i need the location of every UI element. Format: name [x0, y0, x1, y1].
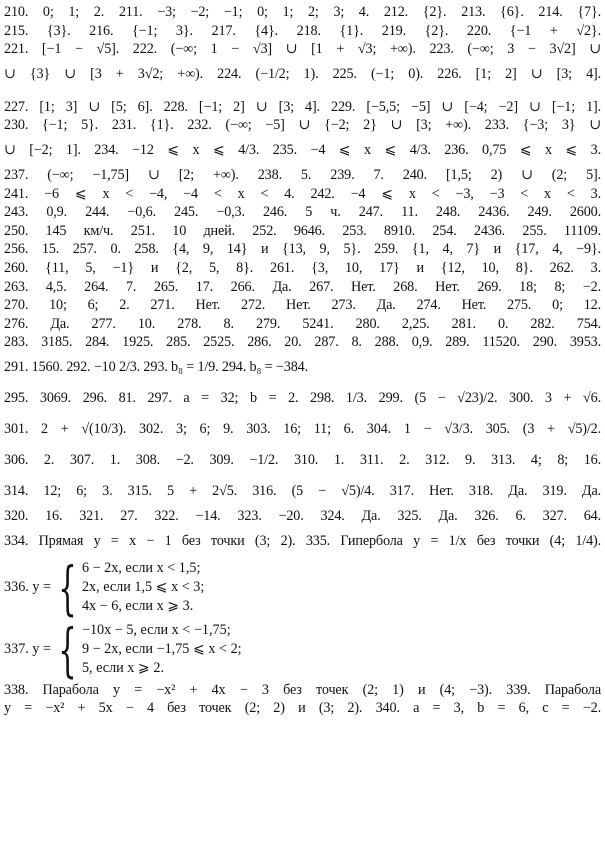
answer-line: ∪ [−2; 1]. 234. −12 ⩽ x ⩽ 4/3. 235. −4 ⩽ x ⩽ 4/3. 236. 0,75 ⩽ x ⩽ 3. [4, 141, 601, 158]
answer-line: 301. 2 + √(10/3). 302. 3; 6; 9. 303. 16; 11; 6. 304. 1 − √3/3. 305. (3 + √5)/2. [4, 420, 601, 437]
case-line: 9 − 2x, если −1,75 ⩽ x < 2; [81, 641, 242, 657]
answer-line: 256. 15. 257. 0. 258. {4, 9, 14} и {13, 9, 5}. 259. {1, 4, 7} и {17, 4, −9}. [4, 241, 601, 258]
answer-line: 260. {11, 5, −1} и {2, 5, 8}. 261. {3, 10, 17} и {12, 10, 8}. 262. 3. [4, 259, 601, 276]
case-line: 6 − 2x, если x < 1,5; [81, 560, 201, 576]
answer-line: 338. Парабола y = −x² + 4x − 3 без точек (2; 1) и (4; −3). 339. Парабола [4, 681, 601, 698]
answer-line: y = −x² + 5x − 4 без точек (2; 2) и (3; 2). 340. a = 3, b = 6, c = −2. [4, 700, 601, 717]
answer-line: 276. Да. 277. 10. 278. 8. 279. 5241. 280. 2,25. 281. 0. 282. 754. [4, 315, 601, 332]
answer-line: 263. 4,5. 264. 7. 265. 17. 266. Да. 267. Нет. 268. Нет. 269. 18; 8; −2. [4, 278, 601, 295]
case-line: 2x, если 1,5 ⩽ x < 3; [81, 579, 205, 595]
brace-icon: { [58, 615, 77, 684]
answer-line: 237. (−∞; −1,75] ∪ [2; +∞). 238. 5. 239. 7. 240. [1,5; 2) ∪ (2; 5]. [4, 166, 601, 183]
answer-line: ∪ {3} ∪ [3 + 3√2; +∞). 224. (−1/2; 1). 225. (−1; 0). 226. [1; 2] ∪ [3; 4]. [4, 65, 601, 82]
answer-line: 306. 2. 307. 1. 308. −2. 309. −1/2. 310. 1. 311. 2. 312. 9. 313. 4; 8; 16. [4, 451, 601, 468]
answer-line: 210. 0; 1; 2. 211. −3; −2; −1; 0; 1; 2; 3; 4. 212. {2}. 213. {6}. 214. {7}. [4, 4, 601, 20]
answer-line: 270. 10; 6; 2. 271. Нет. 272. Нет. 273. Да. 274. Нет. 275. 0; 12. [4, 297, 601, 314]
answer-line: 215. {3}. 216. {−1; 3}. 217. {4}. 218. {1}. 219. {2}. 220. {−1 + √2}. [4, 22, 601, 39]
answer-line: 250. 145 км/ч. 251. 10 дней. 252. 9646. 253. 8910. 254. 2436. 255. 11109. [4, 222, 601, 239]
answer-line: 230. {−1; 5}. 231. {1}. 232. (−∞; −5] ∪ {−2; 2} ∪ [3; +∞). 233. {−3; 3} ∪ [4, 117, 601, 134]
piecewise-337 [4, 615, 601, 684]
piecewise-lead: 337. y = [4, 641, 52, 657]
piecewise-cases [82, 559, 204, 616]
answer-line: 283. 3185. 284. 1925. 285. 2525. 286. 20. 287. 8. 288. 0,9. 289. 11520. 290. 3953. [4, 334, 601, 351]
piecewise-lead: 336. y = [4, 579, 52, 595]
answer-line: 320. 16. 321. 27. 322. −14. 323. −20. 324. Да. 325. Да. 326. 6. 327. 64. [4, 507, 601, 524]
case-line: −10x − 5, если x < −1,75; [81, 622, 231, 638]
answer-line: 227. [1; 3] ∪ [5; 6]. 228. [−1; 2] ∪ [3; 4]. 229. [−5,5; −5] ∪ [−4; −2] ∪ [−1; 1]. [4, 98, 601, 115]
brace-icon: { [58, 553, 77, 622]
piecewise-336 [4, 553, 601, 622]
case-line: 4x − 6, если x ⩾ 3. [81, 598, 194, 614]
answer-line: 291. 1560. 292. −10 2/3. 293. b₈ = 1/9. 294. b₈ = −384. [4, 358, 309, 375]
piecewise-cases [82, 621, 242, 678]
answer-line: 334. Прямая y = x − 1 без точки (3; 2). 335. Гипербола y = 1/x без точки (4; 1/4). [4, 532, 601, 549]
answer-line: 314. 12; 6; 3. 315. 5 + 2√5. 316. (5 − √5)/4. 317. Нет. 318. Да. 319. Да. [4, 482, 601, 499]
answer-line: 241. −6 ⩽ x < −4, −4 < x < 4. 242. −4 ⩽ x < −3, −3 < x < 3. [4, 185, 601, 202]
case-line: 5, если x ⩾ 2. [81, 660, 165, 676]
answer-line: 243. 0,9. 244. −0,6. 245. −0,3. 246. 5 ч. 247. 11. 248. 2436. 249. 2600. [4, 204, 601, 221]
answer-line: 221. [−1 − √5]. 222. (−∞; 1 − √3] ∪ [1 + √3; +∞). 223. (−∞; 3 − 3√2] ∪ [4, 41, 601, 58]
answer-line: 295. 3069. 296. 81. 297. a = 32; b = 2. 298. 1/3. 299. (5 − √23)/2. 300. 3 + √6. [4, 389, 601, 406]
